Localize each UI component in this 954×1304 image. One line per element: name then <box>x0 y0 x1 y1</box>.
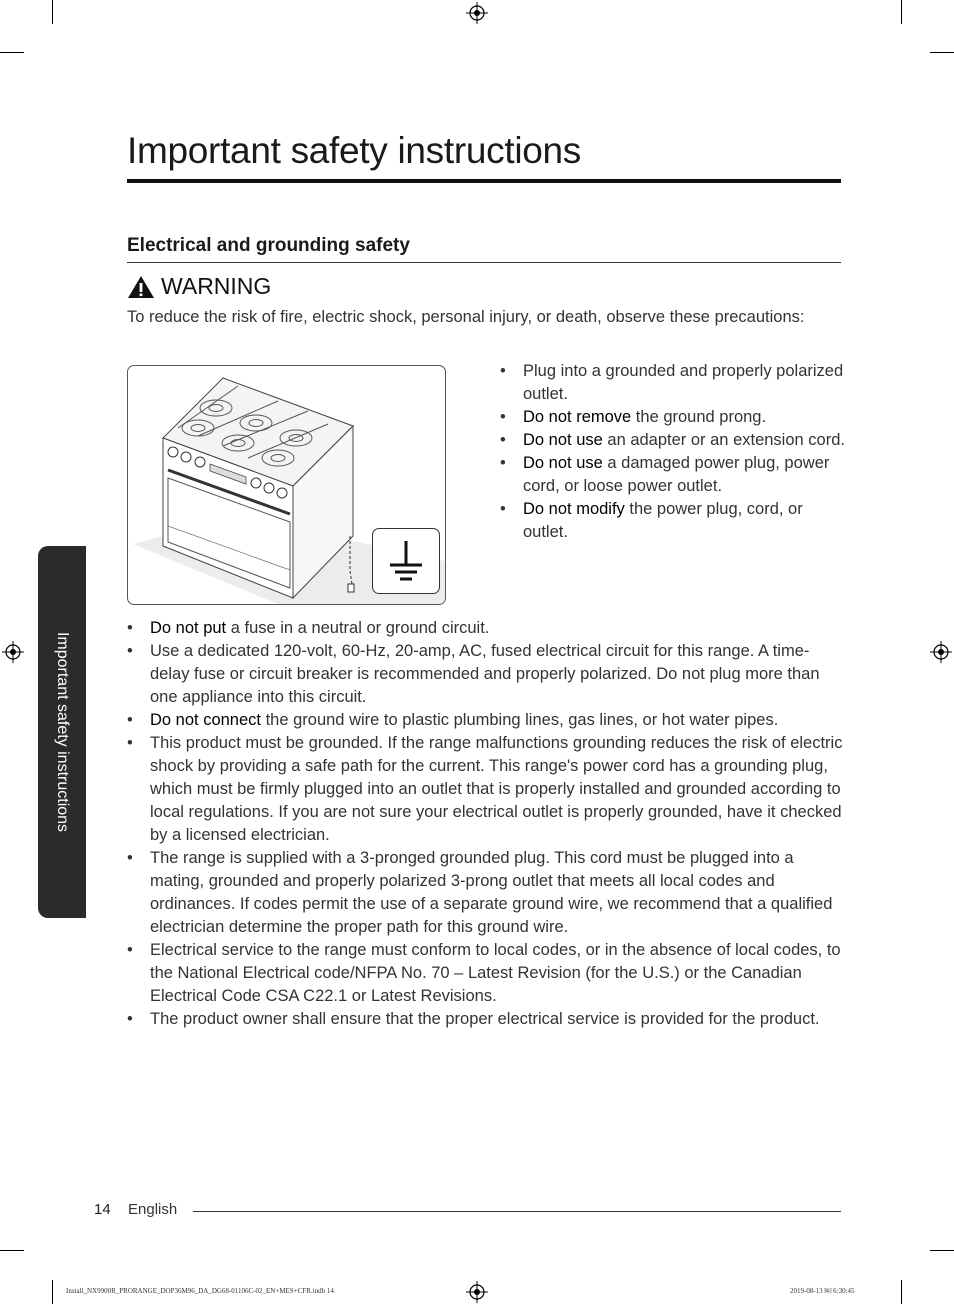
footer-rule <box>193 1211 841 1212</box>
warning-header <box>127 273 271 300</box>
list-item: • Electrical service to the range must conform to local codes, or in the absence of local codes, to the National Electrical code/NFPA No. 70 – Latest Revision (for the U.S.) or the Canadian Electrical Code CSA C22.1 or Latest Revisions. <box>127 939 845 1008</box>
side-tab-label: Important safety instructions <box>54 631 71 833</box>
ground-symbol-box <box>372 528 440 594</box>
list-item: • The product owner shall ensure that the proper electrical service is provided for the product. <box>127 1008 845 1031</box>
registration-mark-icon <box>2 641 24 663</box>
precautions-long-list <box>127 617 845 1031</box>
crop-mark <box>0 52 24 53</box>
list-item: • Do not use a damaged power plug, power cord, or loose power outlet. <box>500 452 845 498</box>
print-slug-timestamp: 2019-08-13 ￼ 6:30:45 <box>790 1287 855 1295</box>
warning-triangle-icon <box>127 275 155 299</box>
print-slug-file: Install_NX9900R_PRORANGE_DOP36M96_DA_DG68-01106C-02_EN+MES+CFR.indb 14 <box>66 1287 334 1295</box>
warning-label: WARNING <box>161 273 272 299</box>
list-item: • This product must be grounded. If the range malfunctions grounding reduces the risk of electric shock by providing a safe path for the current. This range's power cord has a grounding plug, which must be firmly plugged into an outlet that is properly installed and grounded according to local regulations. If you are not sure your electrical outlet is properly grounded, have it checked by a licensed electrician. <box>127 732 845 847</box>
warning-intro: To reduce the risk of fire, electric shock, personal injury, or death, observe these precautions: <box>127 308 805 326</box>
list-item: • Plug into a grounded and properly polarized outlet. <box>500 360 845 406</box>
list-item: • Use a dedicated 120-volt, 60-Hz, 20-amp, AC, fused electrical circuit for this range. A time-delay fuse or circuit breaker is recommended and properly polarized. Do not plug more than one appliance into this circuit. <box>127 640 845 709</box>
registration-mark-icon <box>466 2 488 24</box>
ground-symbol-icon <box>373 529 439 593</box>
section-heading: Electrical and grounding safety <box>127 235 410 256</box>
footer-language: English <box>128 1201 178 1218</box>
list-item: • Do not use an adapter or an extension cord. <box>500 429 845 452</box>
list-item: • Do not modify the power plug, cord, or outlet. <box>500 498 845 544</box>
title-rule <box>127 179 841 183</box>
list-item: • The range is supplied with a 3-pronged grounded plug. This cord must be plugged into a mating, grounded and properly polarized 3-prong outlet that meets all local codes and ordinances. If codes permit the use of a separate ground wire, we recommend that a qualified electrician determine the proper path for this ground wire. <box>127 847 845 939</box>
crop-mark <box>901 1280 902 1304</box>
crop-mark <box>52 0 53 24</box>
side-tab <box>38 546 86 918</box>
list-item: • Do not put a fuse in a neutral or ground circuit. <box>127 617 845 640</box>
crop-mark <box>0 1250 24 1251</box>
list-item: • Do not connect the ground wire to plastic plumbing lines, gas lines, or hot water pipes. <box>127 709 845 732</box>
precautions-short-list <box>500 360 845 544</box>
section-rule <box>127 262 841 263</box>
crop-mark <box>52 1280 53 1304</box>
crop-mark <box>930 52 954 53</box>
page-title: Important safety instructions <box>127 130 581 171</box>
list-item: • Do not remove the ground prong. <box>500 406 845 429</box>
crop-mark <box>930 1250 954 1251</box>
registration-mark-icon <box>930 641 952 663</box>
registration-mark-icon <box>466 1281 488 1303</box>
crop-mark <box>901 0 902 24</box>
page-number: 14 <box>94 1201 111 1218</box>
